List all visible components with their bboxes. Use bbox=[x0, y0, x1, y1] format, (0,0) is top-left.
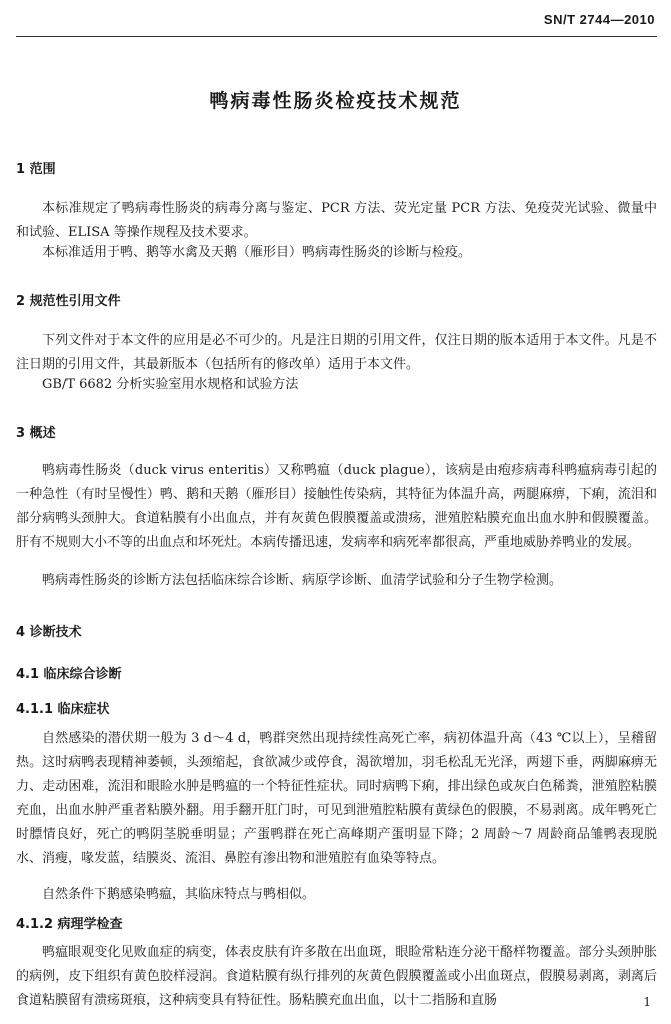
section-4-1-2-heading: 4.1.2 病理学检查 bbox=[16, 917, 123, 932]
section-4-1-1-heading: 4.1.1 临床症状 bbox=[16, 702, 110, 717]
section-1-heading: 1 范围 bbox=[16, 162, 56, 177]
section-4-1-1-paragraph-2: 自然条件下鹅感染鸭瘟，其临床特点与鸭相似。 bbox=[42, 887, 316, 902]
section-2-paragraph-1: 下列文件对于本文件的应用是必不可少的。凡是注日期的引用文件，仅注日期的版本适用于本文件。凡是不注日期的引用文件，其最新版本（包括所有的修改单）适用于本文件。 bbox=[16, 333, 657, 372]
document-title: 鸭病毒性肠炎检疫技术规范 bbox=[209, 90, 462, 112]
section-4-1-heading: 4.1 临床综合诊断 bbox=[16, 667, 122, 682]
section-4-1-1-paragraph-1: 自然感染的潜伏期一般为 3 d～4 d，鸭群突然出现持续性高死亡率，病初体温升高（43 ℃以上），呈稽留热。这时病鸭表现精神萎顿，头颈缩起，食欲减少或停食，渴欲增加，羽毛松乱无光泽，两翅下垂，两脚麻痹无力、走动困难，流泪和眼睑水肿是鸭瘟的一个特征性症状。同时病鸭下痢，排出绿色或灰白色稀粪，泄殖腔粘膜充血，出血水肿严重者粘膜外翻。用手翻开肛门时，可见到泄殖腔粘膜有黄绿色的假膜，不易剥离。成年鸭死亡时膘情良好，死亡的鸭阴茎脱垂明显；产蛋鸭群在死亡高峰期产蛋明显下降；2 周龄～7 周龄商品雏鸭表现脱水、消瘦，喙发蓝，结膜炎、流泪、鼻腔有渗出物和泄殖腔有血染等特点。 bbox=[16, 731, 657, 866]
section-2-heading: 2 规范性引用文件 bbox=[16, 294, 121, 309]
section-2-reference: GB/T 6682 分析实验室用水规格和试验方法 bbox=[42, 377, 299, 392]
section-1-paragraph-2: 本标准适用于鸭、鹅等水禽及天鹅（雁形目）鸭病毒性肠炎的诊断与检疫。 bbox=[42, 245, 472, 260]
header-rule bbox=[16, 36, 657, 37]
standard-code: SN/T 2744—2010 bbox=[543, 12, 655, 27]
section-4-heading: 4 诊断技术 bbox=[16, 625, 82, 640]
section-3-paragraph-1: 鸭病毒性肠炎（duck virus enteritis）又称鸭瘟（duck plague），该病是由疱疹病毒科鸭瘟病毒引起的一种急性（有时呈慢性）鸭、鹅和天鹅（雁形目）接触性传染病，其特征为体温升高，两腿麻痹，下痢，流泪和部分病鸭头颈肿大。食道粘膜有小出血点，并有灰黄色假膜覆盖或溃疡，泄殖腔粘膜充血出血水肿和假膜覆盖。肝有不规则大小不等的出血点和坏死灶。本病传播迅速，发病率和病死率都很高，严重地威胁养鸭业的发展。 bbox=[16, 463, 657, 550]
section-4-1-2-paragraph-1: 鸭瘟眼观变化见败血症的病变，体表皮肤有许多散在出血斑，眼睑常粘连分泌干酪样物覆盖。部分头颈肿胀的病例，皮下组织有黄色胶样浸润。食道粘膜有纵行排列的灰黄色假膜覆盖或小出血斑点，假膜易剥离，剥离后食道粘膜留有溃疡斑痕，这种病变具有特征性。肠粘膜充血出血，以十二指肠和直肠 bbox=[16, 945, 657, 1008]
page-number: 1 bbox=[643, 995, 651, 1009]
section-3-paragraph-2: 鸭病毒性肠炎的诊断方法包括临床综合诊断、病原学诊断、血清学试验和分子生物学检测。 bbox=[42, 573, 563, 588]
section-1-paragraph-1: 本标准规定了鸭病毒性肠炎的病毒分离与鉴定、PCR 方法、荧光定量 PCR 方法、免疫荧光试验、微量中和试验、ELISA 等操作规程及技术要求。 bbox=[16, 201, 657, 240]
section-3-heading: 3 概述 bbox=[16, 426, 56, 441]
